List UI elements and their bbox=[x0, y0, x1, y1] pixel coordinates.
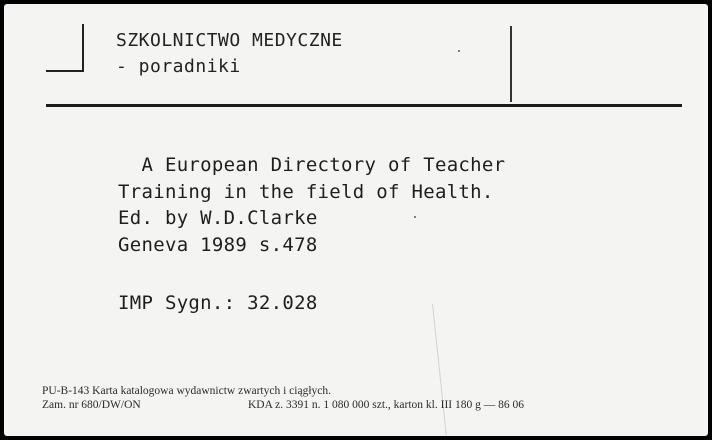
footer-line-1: PU-B-143 Karta katalogowa wydawnictw zwartych i ciągłych. bbox=[42, 385, 332, 397]
paper-crease bbox=[432, 304, 447, 435]
corner-mark-vertical bbox=[82, 24, 84, 72]
footer-line-2 bbox=[42, 398, 524, 412]
entry-line-3: Ed. by W.D.Clarke bbox=[118, 207, 318, 229]
bibliographic-entry bbox=[118, 152, 505, 258]
corner-mark-horizontal bbox=[46, 70, 84, 72]
footer-print-info: KDA z. 3391 n. 1 080 000 szt., karton kl. III 180 g — 86 06 bbox=[248, 399, 524, 411]
entry-line-4: Geneva 1989 s.478 bbox=[118, 233, 318, 256]
header-divider bbox=[46, 104, 682, 107]
call-number: IMP Sygn.: 32.028 bbox=[118, 292, 318, 314]
paper-speck bbox=[414, 216, 416, 218]
subject-line-1: SZKOLNICTWO MEDYCZNE bbox=[116, 30, 343, 51]
header-vertical-rule bbox=[510, 26, 512, 102]
entry-line-2: Training in the field of Health. bbox=[118, 180, 494, 203]
subject-line-2: - poradniki bbox=[116, 56, 241, 77]
card-footer bbox=[42, 384, 524, 412]
paper-speck bbox=[458, 50, 460, 52]
catalog-card bbox=[4, 4, 708, 436]
subject-heading bbox=[116, 28, 343, 80]
footer-order-number: Zam. nr 680/DW/ON bbox=[42, 399, 141, 411]
entry-line-1: A European Directory of Teacher bbox=[118, 154, 506, 176]
